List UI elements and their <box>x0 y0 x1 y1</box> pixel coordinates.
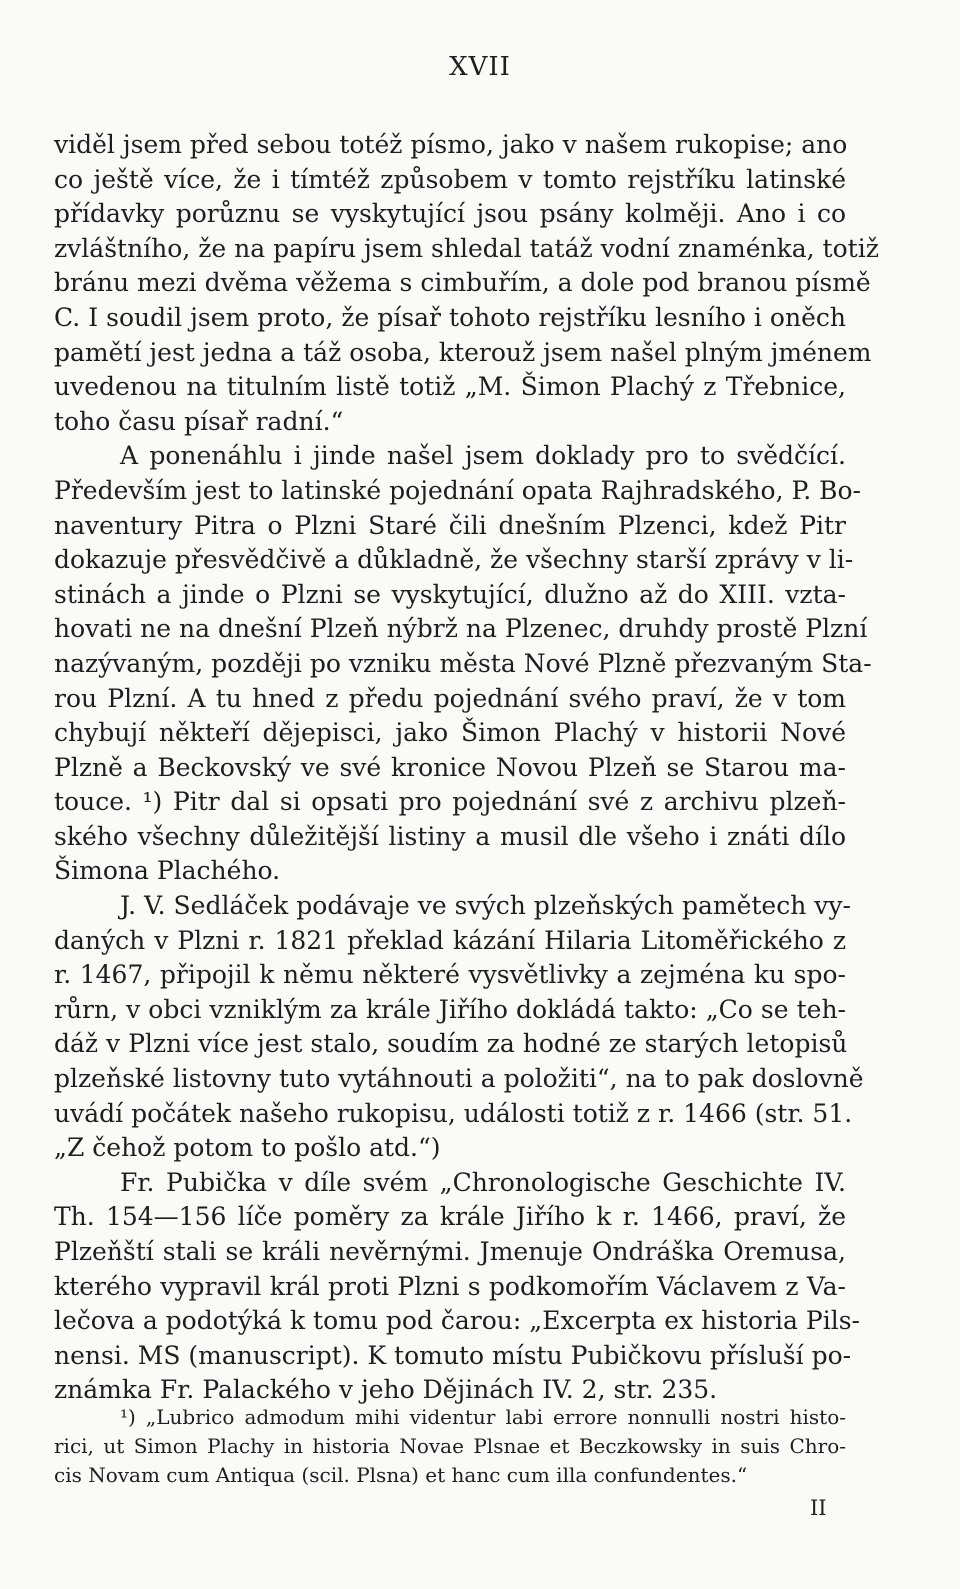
text-line: Plzně a Beckovský ve své kronice Novou Plzeň se Starou ma- <box>54 752 846 782</box>
text-line: plzeňské listovny tuto vytáhnouti a položiti“, na to pak doslovně <box>54 1064 864 1094</box>
text-line: stinách a jinde o Plzni se vyskytující, dlužno až do XIII. vzta- <box>54 579 846 609</box>
text-line: uvedenou na titulním listě totiž „M. Šimon Plachý z Třebnice, <box>54 372 846 402</box>
footnote-line: ¹) „Lubrico admodum mihi videntur labi errore nonnulli nostri histo- <box>120 1405 846 1429</box>
text-line: pamětí jest jedna a táž osoba, kterouž jsem našel plným jménem <box>54 337 872 367</box>
text-line: „Z čehož potom to pošlo atd.“) <box>54 1133 441 1163</box>
text-line: rou Plzní. A tu hned z předu pojednání svého praví, že v tom <box>54 683 846 713</box>
text-line: r. 1467, připojil k němu některé vysvětlivky a zejména ku spo- <box>54 960 846 990</box>
text-line: C. I soudil jsem proto, že písař tohoto rejstříku lesního i oněch <box>54 302 846 332</box>
text-line: známka Fr. Palackého v jeho Dějinách IV. 2, str. 235. <box>54 1375 718 1405</box>
text-line: ského všechny důležitější listiny a musil dle všeho i znáti dílo <box>54 821 846 851</box>
signature-mark: II <box>810 1496 827 1520</box>
main-text <box>54 128 879 1408</box>
text-line: viděl jsem před sebou totéž písmo, jako v našem rukopise; ano <box>54 130 848 159</box>
text-line: růrn, v obci vzniklým za krále Jiřího dokládá takto: „Co se teh- <box>54 994 846 1024</box>
text-line: uvádí počátek našeho rukopisu, události totiž z r. 1466 (str. 51. <box>54 1098 853 1128</box>
text-line: lečova a podotýká k tomu pod čarou: „Excerpta ex historia Pils- <box>54 1306 860 1336</box>
text-line: toho času písař radní.“ <box>54 406 344 436</box>
text-line: Plzeňští stali se králi nevěrnými. Jmenuje Ondráška Oremusa, <box>54 1237 846 1266</box>
footnote-line: rici, ut Simon Plachy in historia Novae Plsnae et Beczkowsky in suis Chro- <box>54 1434 846 1458</box>
text-line: daných v Plzni r. 1821 překlad kázání Hilaria Litoměřického z <box>54 925 846 955</box>
text-line: kterého vypravil král proti Plzni s podkomořím Václavem z Va- <box>54 1271 846 1301</box>
text-line: chybují někteří dějepisci, jako Šimon Plachý v historii Nové <box>54 718 846 748</box>
text-line: naventury Pitra o Plzni Staré čili dnešním Plzenci, kdež Pitr <box>54 510 846 540</box>
text-line: zvláštního, že na papíru jsem shledal tatáž vodní znaménka, totiž <box>54 233 879 263</box>
text-line: co ještě více, že i tímtéž způsobem v tomto rejstříku latinské <box>54 164 846 194</box>
text-line: touce. ¹) Pitr dal si opsati pro pojednání své z archivu plzeň- <box>54 787 846 817</box>
text-line: Především jest to latinské pojednání opata Rajhradského, P. Bo- <box>54 475 862 505</box>
text-line: bránu mezi dvěma věžema s cimbuřím, a dole pod branou písmě <box>54 268 871 298</box>
text-line: Šimona Plachého. <box>54 856 281 886</box>
text-line: hovati ne na dnešní Plzeň nýbrž na Plzenec, druhdy prostě Plzní <box>54 614 868 644</box>
footnote <box>54 1403 846 1490</box>
footnote-line: cis Novam cum Antiqua (scil. Plsna) et hanc cum illa confundentes.“ <box>54 1463 748 1487</box>
text-line: J. V. Sedláček podávaje ve svých plzeňských pamětech vy- <box>120 891 851 921</box>
page-number: XVII <box>449 52 511 82</box>
text-line: nazývaným, později po vzniku města Nové Plzně přezvaným Sta- <box>54 648 872 678</box>
text-line: dokazuje přesvědčivě a důkladně, že všechny starší zprávy v li- <box>54 545 854 575</box>
text-line: nensi. MS (manuscript). K tomuto místu Pubičkovu přísluší po- <box>54 1340 852 1370</box>
text-line: dáž v Plzni více jest stalo, soudím za hodné ze starých letopisů <box>54 1029 848 1059</box>
text-line: Th. 154—156 líče poměry za krále Jiřího k r. 1466, praví, že <box>54 1202 846 1232</box>
text-line: Fr. Pubička v díle svém „Chronologische Geschichte IV. <box>120 1167 846 1197</box>
text-line: přídavky porůznu se vyskytující jsou psány kolměji. Ano i co <box>54 199 846 229</box>
text-line: A ponenáhlu i jinde našel jsem doklady pro to svědčící. <box>120 441 846 471</box>
